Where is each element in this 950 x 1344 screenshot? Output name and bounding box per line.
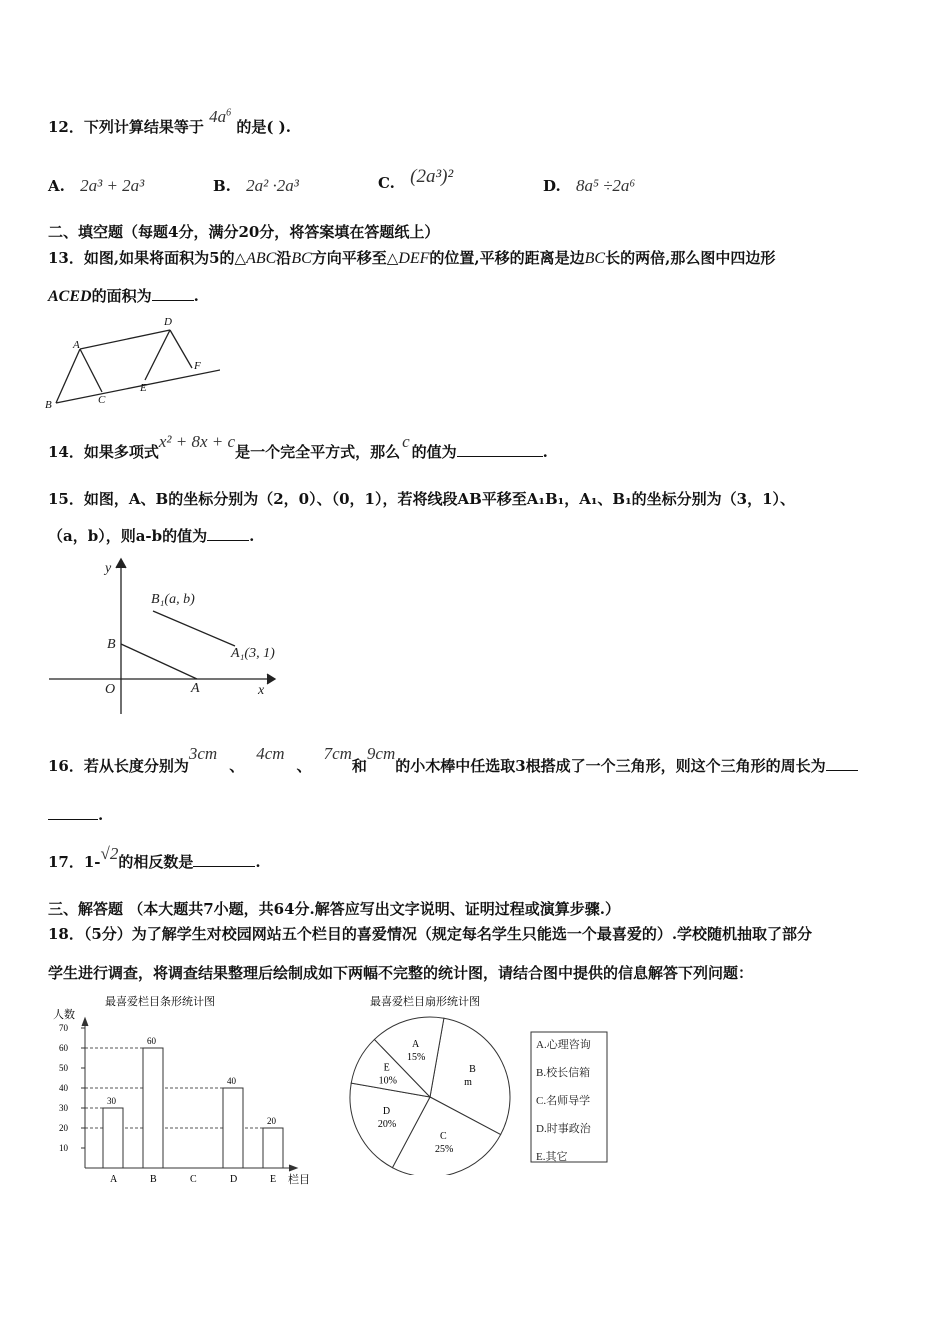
pie-legend-item: B.校长信箱 <box>536 1067 591 1079</box>
axis-x-label: x <box>258 683 265 698</box>
bar-chart-xlabel: 栏目 <box>288 1174 310 1186</box>
axis-y-label: y <box>105 561 112 576</box>
q17-stem: 17．1-√2的相反数是 . <box>48 844 261 871</box>
q18-line1: 18．（5分）为了解学生对校园网站五个栏目的喜爱情况（规定每名学生只能选一个最喜爱的）.学校随机抽取了部分 <box>48 925 813 943</box>
label-f: F <box>194 360 201 372</box>
point-a1-label: A₁(3, 1) <box>231 646 275 661</box>
q12-option-d: D. 8a⁵ ÷2a⁶ <box>543 176 636 195</box>
section-2-heading: 二、填空题（每题4分，满分20分，将答案填在答题纸上） <box>48 223 440 241</box>
label-d: D <box>164 316 172 328</box>
x-tick-label: E <box>270 1174 277 1185</box>
label-a: A <box>73 339 80 351</box>
bar <box>143 1048 163 1168</box>
pie-slice-value: 10% <box>378 1075 397 1087</box>
pie-slice-label: A <box>411 1039 420 1051</box>
point-b1-label: B₁(a, b) <box>151 592 195 607</box>
y-tick-label: 60 <box>59 1043 68 1053</box>
pie-slice-value: m <box>464 1076 472 1088</box>
bar <box>263 1128 283 1168</box>
x-tick-label: A <box>110 1174 118 1185</box>
q18-line2: 学生进行调查，将调查结果整理后绘制成如下两幅不完整的统计图，请结合图中提供的信息解答下列问题： <box>48 964 754 982</box>
section-3-heading: 三、解答题 （本大题共7小题，共64分.解答应写出文字说明、证明过程或演算步骤.） <box>48 900 620 918</box>
pie-chart-title: 最喜爱栏目扇形统计图 <box>370 996 480 1008</box>
x-tick-label: C <box>190 1174 197 1185</box>
q15-line1: 15．如图，A、B的坐标分别为（2，0）、（0，1），若将线段AB平移至A₁B₁，A₁、B₁的坐标分别为（3，1）、 <box>48 490 796 508</box>
bar-data-label: 40 <box>227 1076 236 1086</box>
bar-data-label: 20 <box>267 1116 276 1126</box>
y-tick-label: 30 <box>59 1103 68 1113</box>
q16-stem: 16．若从长度分别为3cm、4cm、7cm和9cm的小木棒中任选取3根搭成了一个三角形，则这个三角形的周长为 <box>48 755 858 776</box>
pie-slice-label: E <box>383 1062 390 1074</box>
bar-chart-title: 最喜爱栏目条形统计图 <box>105 996 215 1008</box>
q15-figure <box>45 556 290 720</box>
y-tick-label: 20 <box>59 1123 68 1133</box>
x-tick-label: B <box>150 1174 157 1185</box>
label-c: C <box>98 394 106 406</box>
q15-line2: （a，b），则a-b的值为 . <box>48 527 255 545</box>
q12-tail: 的是( ). <box>236 118 291 136</box>
bar-data-label: 30 <box>107 1096 116 1106</box>
y-tick-label: 70 <box>59 1023 68 1033</box>
q12-option-b: B. 2a² ·2a³ <box>213 176 299 195</box>
q12-text: 12．下列计算结果等于 <box>48 118 204 136</box>
pie-legend-item: C.名师导学 <box>536 1095 591 1107</box>
y-tick-label: 50 <box>59 1063 68 1073</box>
origin-label: O <box>105 682 116 697</box>
pie-legend-item: E.其它 <box>536 1151 568 1163</box>
pie-chart <box>340 990 630 1175</box>
q12-option-a: A. 2a³ + 2a³ <box>48 176 145 195</box>
q12-option-c: C. (2a³)² <box>378 166 454 192</box>
label-b: B <box>45 399 52 411</box>
label-e: E <box>140 382 147 394</box>
q13-line1: 13．如图,如果将面积为5的△ABC沿BC方向平移至△DEF的位置,平移的距离是边BC长的两倍,那么图中四边形 <box>48 249 776 267</box>
x-tick-label: D <box>230 1174 238 1185</box>
bar <box>103 1108 123 1168</box>
q14-stem: 14．如果多项式x² + 8x + c是一个完全平方式，那么c的值为 . <box>48 432 548 461</box>
y-tick-label: 40 <box>59 1083 68 1093</box>
pie-legend-item: A.心理咨询 <box>536 1039 591 1051</box>
pie-slice-value: 20% <box>377 1119 397 1131</box>
bar-data-label: 60 <box>147 1036 156 1046</box>
q16-blank-continued: . <box>48 806 103 824</box>
pie-slice-label: B <box>469 1063 476 1075</box>
q12-math: $4a^6$ <box>209 107 232 126</box>
bar-chart <box>45 990 325 1190</box>
point-a-label: A <box>191 681 200 696</box>
q13-figure <box>40 312 220 412</box>
pie-slice-value: 15% <box>406 1052 426 1064</box>
pie-slice-label: D <box>382 1106 391 1118</box>
pie-slice-label: C <box>440 1130 447 1142</box>
bar-chart-ylabel: 人数 <box>53 1009 75 1021</box>
y-tick-label: 10 <box>59 1143 68 1153</box>
pie-slice-value: 25% <box>435 1143 454 1155</box>
bar <box>223 1088 243 1168</box>
q12-stem <box>48 107 291 137</box>
pie-legend-item: D.时事政治 <box>536 1123 591 1135</box>
point-b-label: B <box>107 637 116 652</box>
q13-line2: ACED的面积为 . <box>48 287 199 305</box>
